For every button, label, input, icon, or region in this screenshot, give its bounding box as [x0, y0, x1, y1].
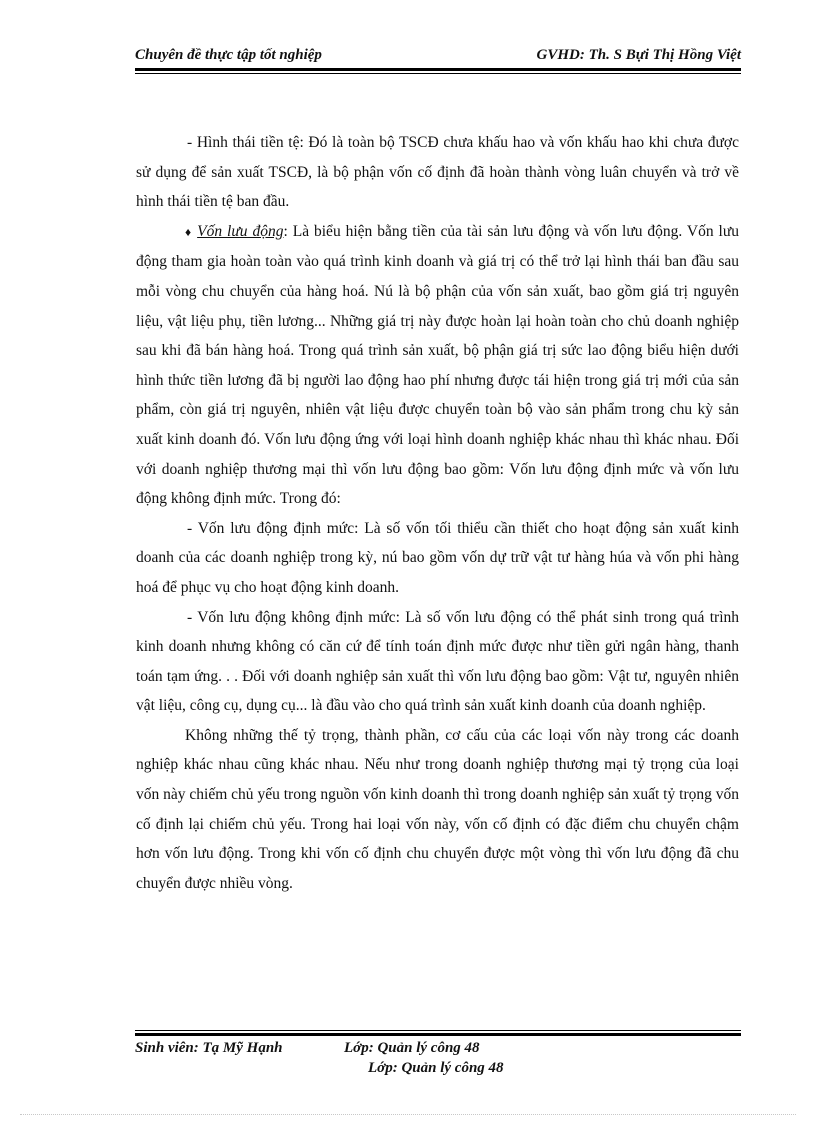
footer-rule-thin [135, 1030, 741, 1031]
footer-rule-thick [135, 1033, 741, 1036]
header-rule-thick [135, 68, 741, 71]
paragraph-non-normative-capital: - Vốn lưu động không định mức: Là số vốn lưu động có thể phát sinh trong quá trình kinh doanh nhưng không có căn cứ để tính toán định mức được như tiền gửi ngân hàng, thanh toán tạm ứng. . . Đối với doanh nghiệp sản xuất thì vốn lưu động bao gồm: Vật tư, nguyên nhiên vật liệu, công cụ, dụng cụ... là đầu vào cho quá trình sản xuất kinh doanh của doanh nghiệp. [136, 608, 739, 715]
footer-class: Lớp: Quản lý công 48 [344, 1040, 480, 1056]
diamond-bullet-icon: ♦ [185, 224, 193, 239]
header-rule-thin [135, 73, 741, 74]
footer-class-duplicate: Lớp: Quản lý công 48 [368, 1060, 504, 1076]
document-body [136, 128, 739, 898]
header-title: Chuyên đề thực tập tốt nghiệp [135, 47, 322, 63]
term-working-capital: Vốn lưu động [197, 222, 284, 240]
working-capital-definition: : Là biểu hiện bằng tiền của tài sản lưu động và vốn lưu động. Vốn lưu động tham gia hoàn toàn vào quá trình kinh doanh và giá trị có thể trở lại hình thái ban đầu sau mỗi vòng chu chuyển của hàng hoá. Nú là bộ phận của vốn sản xuất, bao gồm giá trị nguyên liệu, vật liệu phụ, tiền lương... Những giá trị này được hoàn lại hoàn toàn cho chủ doanh nghiệp sau khi đã bán hàng hoá. Trong quá trình sản xuất, bộ phận giá trị sức lao động biểu hiện dưới hình thức tiền lương đã bị người lao động hao phí nhưng được tái hiện trong giá trị mới của sản phẩm, còn giá trị nguyên, nhiên vật liệu được chuyển toàn bộ vào sản phẩm trong chu kỳ sản xuất kinh doanh đó. Vốn lưu động ứng với loại hình doanh nghiệp khác nhau thì khác nhau. Đối với doanh nghiệp thương mại thì vốn lưu động bao gồm: Vốn lưu động định mức và vốn lưu động không định mức. Trong đó: [136, 222, 740, 508]
page-bottom-dotted-line [20, 1114, 796, 1115]
header-advisor: GVHD: Th. S Bựi Thị Hồng Việt [536, 47, 741, 63]
footer-student: Sinh viên: Tạ Mỹ Hạnh [135, 1040, 283, 1056]
paragraph-normative-capital: - Vốn lưu động định mức: Là số vốn tối thiểu cần thiết cho hoạt động sản xuất kinh doanh của các doanh nghiệp trong kỳ, nú bao gồm vốn dự trữ vật tư hàng húa và vốn phi hàng hoá để phục vụ cho hoạt động kinh doanh. [136, 519, 739, 596]
paragraph-cash-form: - Hình thái tiền tệ: Đó là toàn bộ TSCĐ chưa khấu hao và vốn khấu hao khi chưa được sử dụng để sản xuất TSCĐ, là bộ phận vốn cố định đã hoàn thành vòng luân chuyển và trở về hình thái tiền tệ ban đầu. [136, 134, 739, 211]
paragraph-working-capital [136, 217, 739, 514]
paragraph-capital-structure: Không những thế tỷ trọng, thành phần, cơ cấu của các loại vốn này trong các doanh nghiệp khác nhau cũng khác nhau. Nếu như trong doanh nghiệp thương mại tỷ trọng của loại vốn này chiếm chủ yếu trong nguồn vốn kinh doanh thì trong doanh nghiệp sản xuất tỷ trọng vốn cố định lại chiếm chủ yếu. Trong hai loại vốn này, vốn cố định có đặc điểm chu chuyển chậm hơn vốn lưu động. Trong khi vốn cố định chu chuyển được một vòng thì vốn lưu động đã chu chuyển được nhiều vòng. [136, 726, 739, 892]
page-header [135, 44, 741, 66]
